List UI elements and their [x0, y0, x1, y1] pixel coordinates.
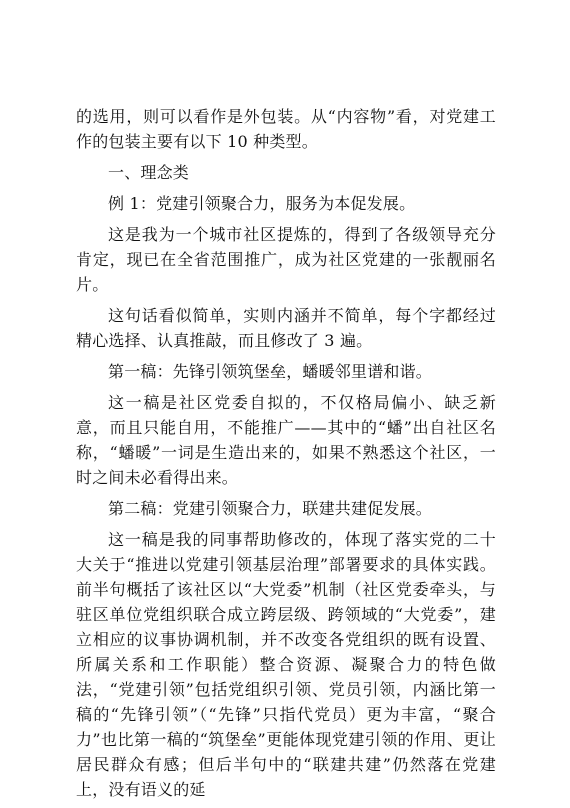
paragraph: 这是我为一个城市社区提炼的，得到了各级领导充分肯定，现已在全省范围推广，成为社区党建的一张靓丽名片。 [76, 225, 496, 294]
draft-two: 第二稿：党建引领聚合力，联建共建促发展。 [108, 499, 433, 518]
paragraph: 这一稿是我的同事帮助修改的，体现了落实党的二十大关于“推进以党建引领基层治理”部署要求的具体实践。前半句概括了该社区以“大党委”机制（社区党委牵头，与驻区单位党组织联合成立跨层级、跨领域的“大党委”，建立相应的议事协调机制，并不改变各党组织的既有设置、所属关系和工作职能）整合资源、凝聚合力的特色做法，“党建引领”包括党组织引领、党员引领，内涵比第一稿的“先锋引领”（“先锋”只指代党员）更为丰富，“聚合力”也比第一稿的“筑堡垒”更能体现党建引领的作用、更让居民群众有感；但后半句中的“联建共建”仍然落在党建上，没有语义的延 [76, 530, 496, 799]
section-heading: 一、理念类 [108, 163, 190, 182]
example-title: 例 1：党建引领聚合力，服务为本促发展。 [108, 194, 416, 213]
draft-one: 第一稿：先锋引领筑堡垒，蟠暖邻里谱和谐。 [108, 362, 433, 381]
paragraph: 这句话看似简单，实则内涵并不简单，每个字都经过精心选择、认真推敲，而且修改了 3 遍。 [76, 306, 496, 350]
document-body [76, 104, 496, 808]
paragraph: 这一稿是社区党委自拟的，不仅格局偏小、缺乏新意，而且只能自用，不能推广——其中的“蟠”出自社区名称，“蟠暖”一词是生造出来的，如果不熟悉这个社区，一时之间未必看得出来。 [76, 393, 496, 487]
paragraph: 的选用，则可以看作是外包装。从“内容物”看，对党建工作的包装主要有以下 10 种类型。 [76, 107, 496, 151]
